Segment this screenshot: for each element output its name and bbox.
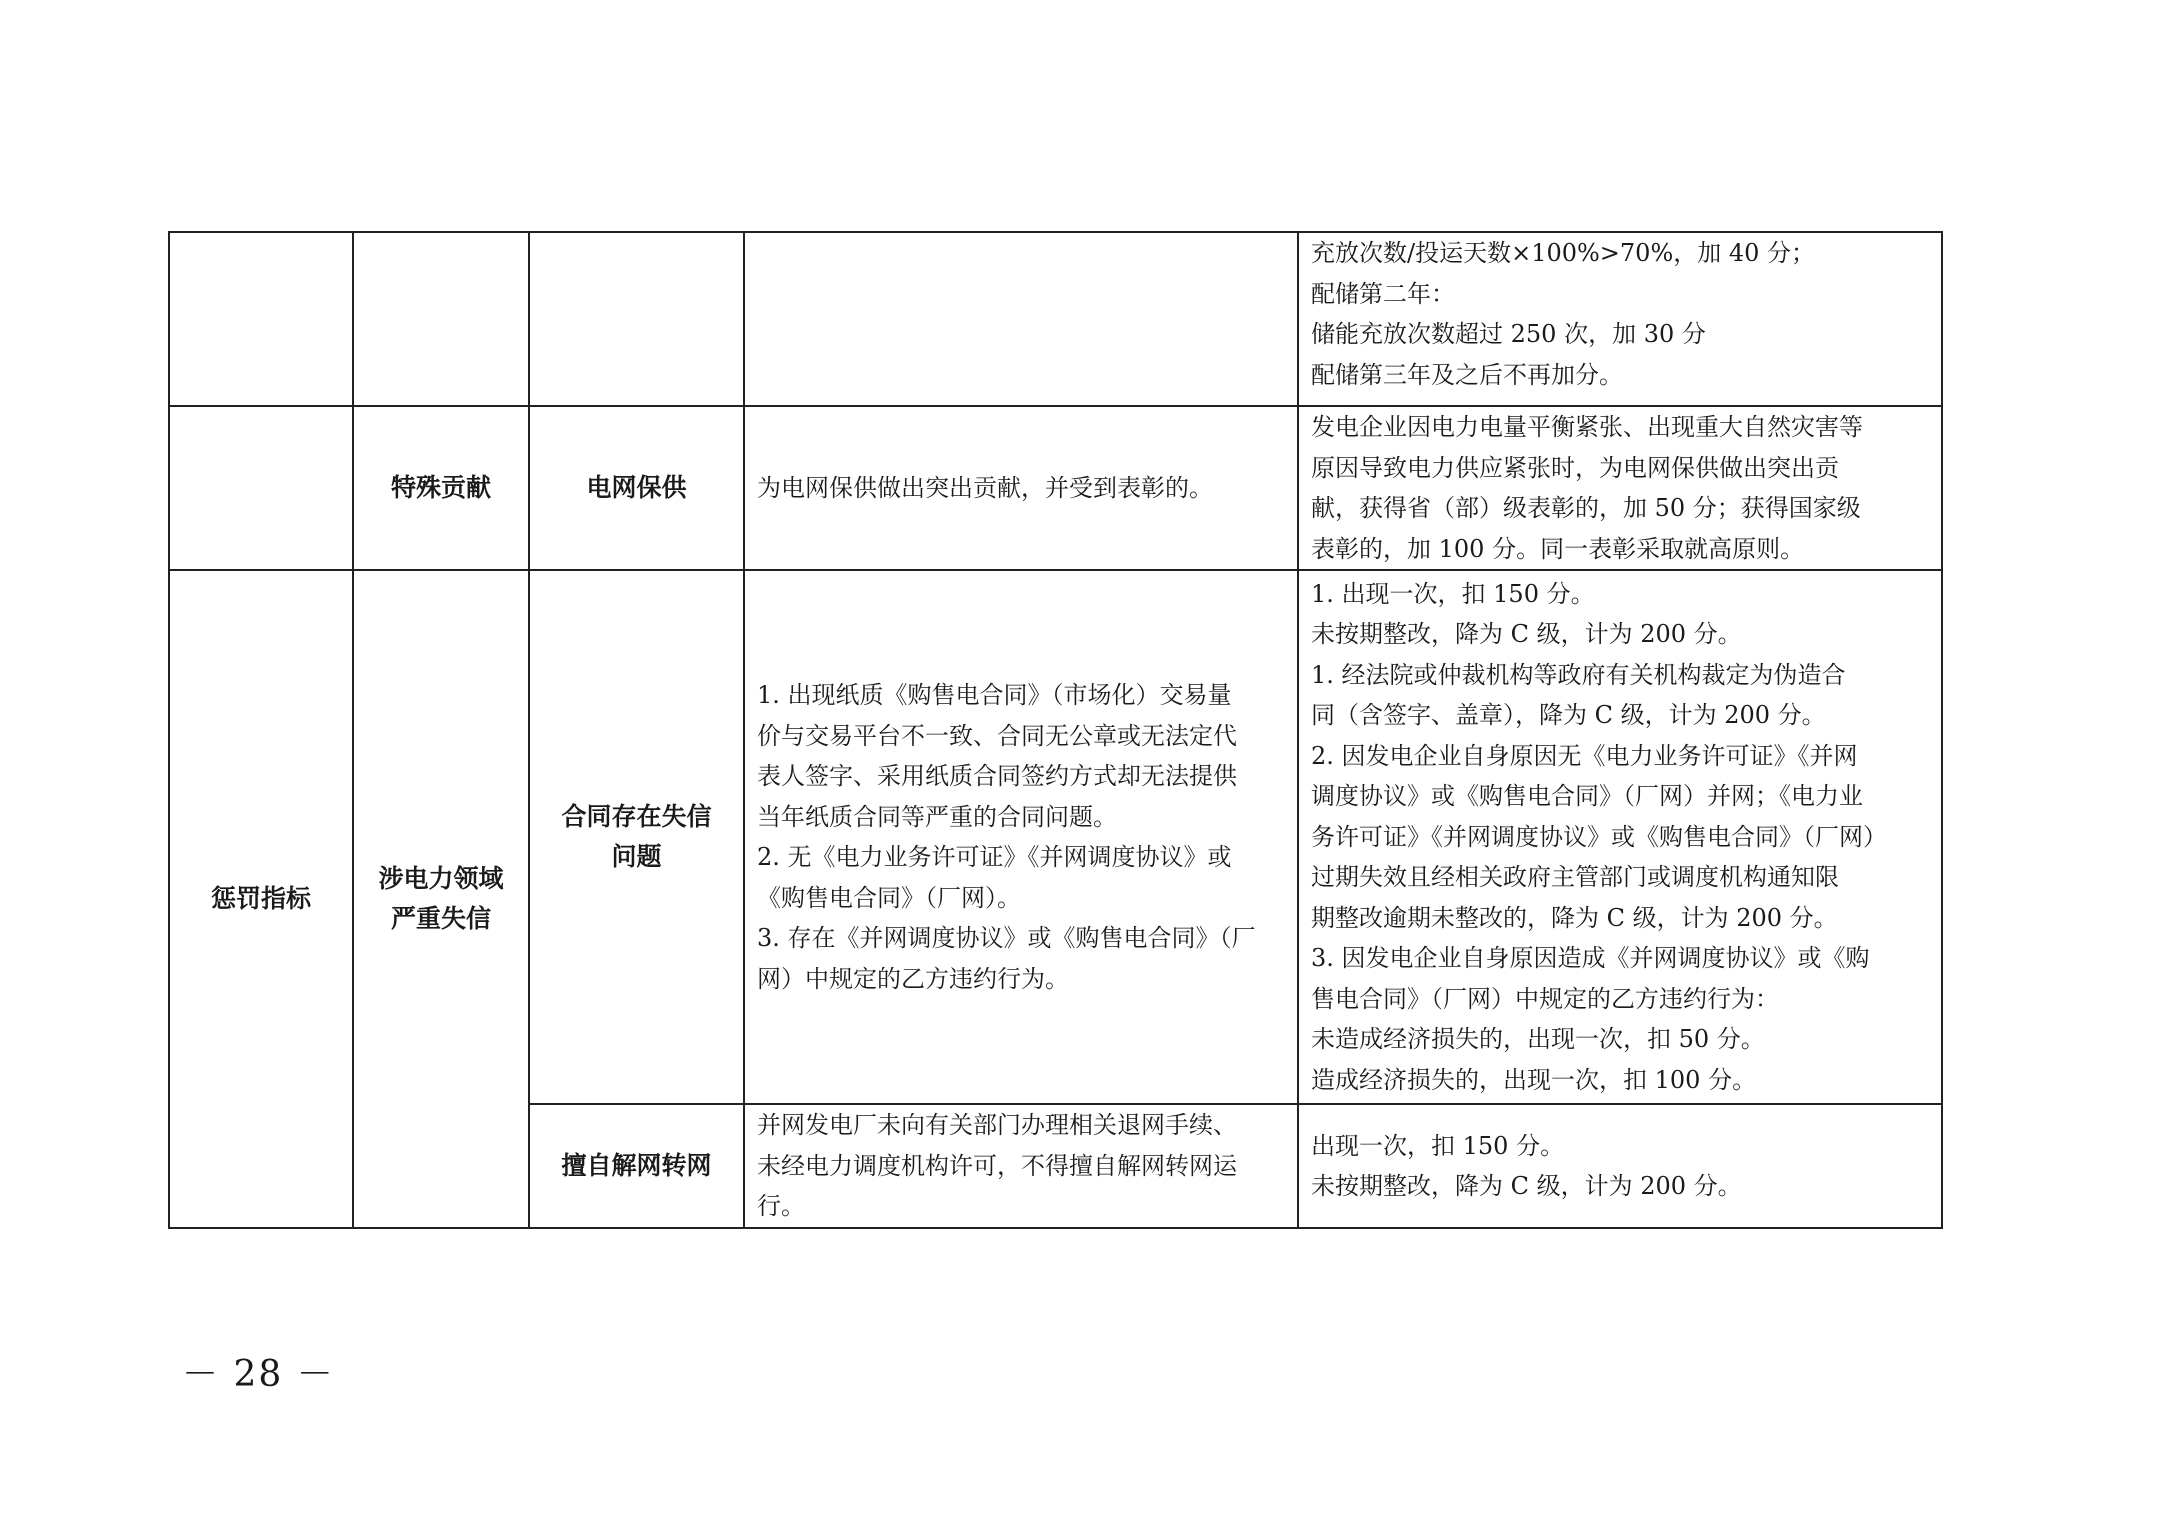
table-row xyxy=(169,406,1942,570)
text-line: 2. 因发电企业自身原因无《电力业务许可证》《并网 xyxy=(1311,741,1858,770)
text-line: 《购售电合同》（厂网）。 xyxy=(757,883,1021,912)
text-line: 发电企业因电力电量平衡紧张、出现重大自然灾害等 xyxy=(1311,413,1863,441)
text-line: 1. 出现纸质《购售电合同》（市场化）交易量 xyxy=(757,681,1232,709)
score-rule-cell xyxy=(1298,232,1942,406)
page-number: － 28 － xyxy=(182,1354,335,1395)
text-line: 表彰的，加 100 分。同一表彰采取就高原则。 xyxy=(1311,534,1805,563)
empty-cell xyxy=(353,232,529,406)
text-line: 并网发电厂未向有关部门办理相关退网手续、 xyxy=(757,1111,1237,1140)
description-cell xyxy=(744,406,1298,570)
text-line: 1. 经法院或仲裁机构等政府有关机构裁定为伪造合 xyxy=(1311,660,1846,689)
text-line: 2. 无《电力业务许可证》《并网调度协议》或 xyxy=(757,843,1232,871)
item-cell xyxy=(529,570,744,1104)
text-line: 期整改逾期未整改的，降为 C 级，计为 200 分。 xyxy=(1311,903,1838,932)
scoring-table xyxy=(168,231,1943,1229)
text-line: 未经电力调度机构许可，不得擅自解网转网运 xyxy=(757,1151,1237,1180)
score-rule-cell xyxy=(1298,570,1942,1104)
text-line: 未按期整改，降为 C 级，计为 200 分。 xyxy=(1311,1172,1742,1200)
text-line: 原因导致电力供应紧张时，为电网保供做出突出贡 xyxy=(1311,453,1839,482)
text-line: 配储第二年： xyxy=(1311,279,1455,308)
empty-cell xyxy=(744,232,1298,406)
text-line: 3. 因发电企业自身原因造成《并网调度协议》或《购 xyxy=(1311,944,1870,973)
table-row xyxy=(169,232,1942,406)
table-row xyxy=(169,570,1942,1104)
item-cell: 擅自解网转网 xyxy=(529,1104,744,1228)
text-line: 为电网保供做出突出贡献，并受到表彰的。 xyxy=(757,473,1213,502)
text-line: 同（含签字、盖章），降为 C 级，计为 200 分。 xyxy=(1311,701,1826,730)
text-line: 售电合同》（厂网）中规定的乙方违约行为： xyxy=(1311,984,1779,1013)
empty-cell xyxy=(169,232,353,406)
section-cell: 惩罚指标 xyxy=(169,570,353,1228)
text-line: 价与交易平台不一致、合同无公章或无法定代 xyxy=(757,721,1237,750)
text-line: 充放次数/投运天数×100%>70%，加 40 分； xyxy=(1311,239,1816,267)
text-line: 过期失效且经相关政府主管部门或调度机构通知限 xyxy=(1311,863,1839,892)
score-rule-cell xyxy=(1298,406,1942,570)
text-line: 涉电力领域 xyxy=(378,864,504,893)
text-line: 问题 xyxy=(611,842,662,871)
description-cell xyxy=(744,1104,1298,1228)
text-line: 合同存在失信 xyxy=(561,802,712,831)
category-cell: 特殊贡献 xyxy=(353,406,529,570)
empty-cell xyxy=(169,406,353,570)
text-line: 调度协议》或《购售电合同》（厂网）并网；《电力业 xyxy=(1311,782,1863,811)
text-line: 出现一次，扣 150 分。 xyxy=(1311,1131,1565,1160)
text-line: 未按期整改，降为 C 级，计为 200 分。 xyxy=(1311,620,1742,649)
score-rule-cell xyxy=(1298,1104,1942,1228)
text-line: 当年纸质合同等严重的合同问题。 xyxy=(757,802,1117,831)
text-line: 网）中规定的乙方违约行为。 xyxy=(757,964,1069,993)
text-line: 造成经济损失的，出现一次，扣 100 分。 xyxy=(1311,1065,1757,1094)
category-cell xyxy=(353,570,529,1228)
description-cell xyxy=(744,570,1298,1104)
text-line: 储能充放次数超过 250 次，加 30 分 xyxy=(1311,320,1706,348)
text-line: 献，获得省（部）级表彰的，加 50 分；获得国家级 xyxy=(1311,494,1861,522)
text-line: 务许可证》《并网调度协议》或《购售电合同》（厂网） xyxy=(1311,822,1887,851)
text-line: 未造成经济损失的，出现一次，扣 50 分。 xyxy=(1311,1025,1765,1054)
text-line: 3. 存在《并网调度协议》或《购售电合同》（厂 xyxy=(757,924,1256,952)
text-line: 1. 出现一次，扣 150 分。 xyxy=(1311,579,1595,608)
text-line: 表人签字、采用纸质合同签约方式却无法提供 xyxy=(757,762,1237,790)
empty-cell xyxy=(529,232,744,406)
text-line: 严重失信 xyxy=(390,904,491,933)
item-cell: 电网保供 xyxy=(529,406,744,570)
text-line: 行。 xyxy=(757,1192,805,1221)
text-line: 配储第三年及之后不再加分。 xyxy=(1311,360,1623,389)
